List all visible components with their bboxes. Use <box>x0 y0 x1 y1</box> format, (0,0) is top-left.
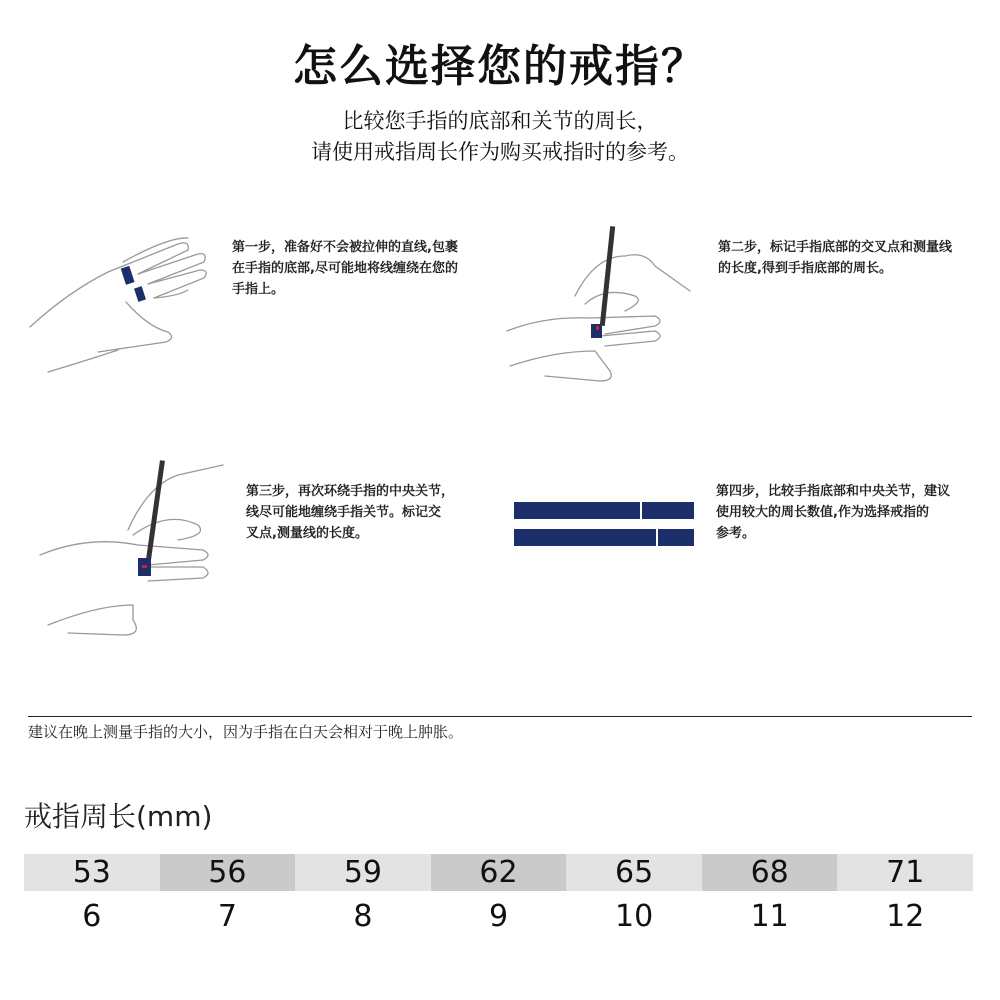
measure-strips-icon <box>514 500 696 548</box>
circumference-cell: 56 <box>160 854 296 891</box>
ring-size-cell: 10 <box>615 899 654 934</box>
step-1-text: 第一步，准备好不会被拉伸的直线,包裹 在手指的底部,尽可能地将线缠绕在您的 手指上。 <box>232 240 458 297</box>
subtitle-line-1: 比较您手指的底部和关节的周长， <box>342 109 658 133</box>
subtitle-line-2: 请使用戒指周长作为购买戒指时的参考。 <box>311 140 689 164</box>
ring-size-cell: 12 <box>886 899 925 934</box>
step-2-text: 第二步，标记手指底部的交叉点和测量线 的长度,得到手指底部的周长。 <box>718 240 953 276</box>
hand-with-pen-marking-icon-2 <box>38 455 233 640</box>
ring-size-cell: 8 <box>353 899 373 934</box>
ring-size-cell: 9 <box>488 899 509 934</box>
circumference-cell: 62 <box>431 854 567 891</box>
circumference-cell: 59 <box>295 854 431 891</box>
circumference-cell: 65 <box>566 854 702 891</box>
subtitle <box>0 106 1000 168</box>
size-table <box>24 854 973 939</box>
size-table-label: 戒指周长(mm) <box>24 800 213 833</box>
step-4-text: 第四步，比较手指底部和中央关节，建议 使用较大的周长数值,作为选择戒指的 参考。 <box>716 484 951 541</box>
circumference-cell: 68 <box>702 854 838 891</box>
page-title: 怎么选择您的戒指？ <box>293 41 707 92</box>
ring-size-row <box>24 891 973 939</box>
hand-with-pen-marking-icon <box>505 226 700 386</box>
divider <box>28 716 972 717</box>
ring-size-cell: 11 <box>750 899 789 934</box>
step-3-text: 第三步，再次环绕手指的中央关节， 线尽可能地缠绕手指关节。标记交 叉点,测量线的长度。 <box>246 484 455 541</box>
circumference-cell: 53 <box>24 854 160 891</box>
measurement-tip: 建议在晚上测量手指的大小，因为手指在白天会相对于晚上肿胀。 <box>28 723 464 741</box>
ring-size-cell: 6 <box>82 899 102 934</box>
circumference-row <box>24 854 973 891</box>
circumference-cell: 71 <box>837 854 973 891</box>
ring-size-cell: 7 <box>217 899 237 934</box>
hand-with-string-icon <box>28 232 228 377</box>
